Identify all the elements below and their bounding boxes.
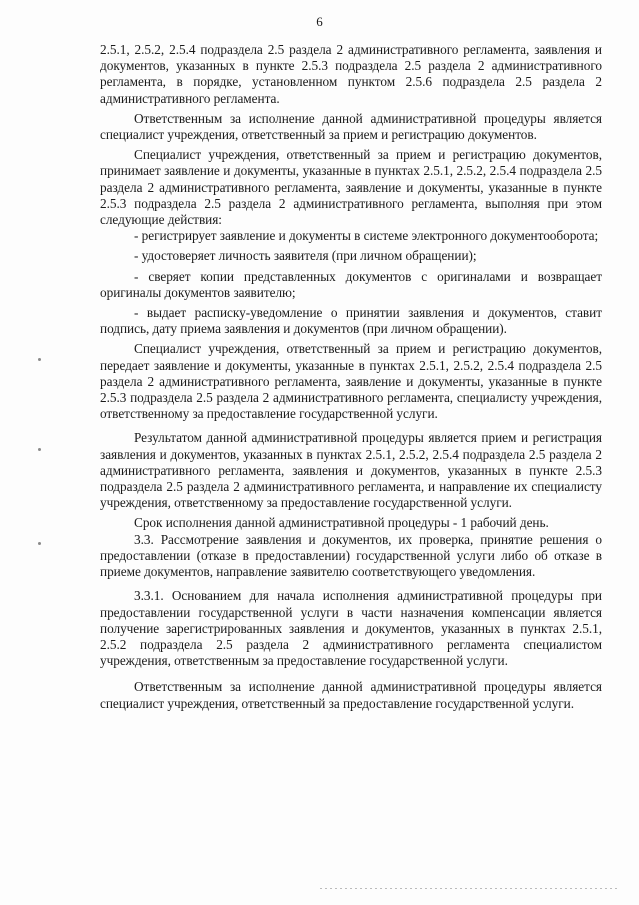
scan-edge-line xyxy=(320,888,620,889)
document-body xyxy=(100,42,602,712)
paragraph-specialist-transfers: Специалист учреждения, ответственный за прием и регистрацию документов, передает заявление и документы, указанные в пунктах 2.5.1, 2.5.2, 2.5.4 подраздела 2.5 раздела 2 административного регламента, заявление и документы, указанные в пункте 2.5.3 подраздела 2.5 раздела 2 административного регламента, специалисту учреждения, ответственному за предоставление государственной услуги. xyxy=(100,341,602,422)
list-item-identity: - удостоверяет личность заявителя (при личном обращении); xyxy=(134,248,477,264)
list-item-registers: - регистрирует заявление и документы в системе электронного документооборота; xyxy=(134,228,599,244)
list-item-receipt: - выдает расписку-уведомление о принятии заявления и документов, ставит подпись, дату приема заявления и документов (при личном обращении). xyxy=(100,305,602,337)
section-3-3-1: 3.3.1. Основанием для начала исполнения административной процедуры при предоставлении государственной услуги в части назначения компенсации является получение зарегистрированных заявления и документов, указанных в пунктах 2.5.1, 2.5.2 подраздела 2.5 раздела 2 административного регламента специалистом учреждения, ответственным за предоставление государственной услуги. xyxy=(100,588,602,669)
paragraph-continuation: 2.5.1, 2.5.2, 2.5.4 подраздела 2.5 раздела 2 административного регламента, заявления и документов, указанных в пункте 2.5.3 подраздела 2.5 раздела 2 административного регламента, в порядке, установленном пунктом 2.5.6 подраздела 2.5 раздела 2 административного регламента. xyxy=(100,42,602,106)
scan-artifact-dot xyxy=(38,448,41,451)
paragraph-specialist-accepts: Специалист учреждения, ответственный за прием и регистрацию документов, принимает заявление и документы, указанные в пунктах 2.5.1, 2.5.2, 2.5.4 подраздела 2.5 раздела 2 административного регламента, заявление и документы, указанные в пункте 2.5.3 подраздела 2.5 раздела 2 административного регламента, выполняя при этом следующие действия: xyxy=(100,147,602,228)
paragraph-result: Результатом данной административной процедуры является прием и регистрация заявления и документов, указанных в пунктах 2.5.1, 2.5.2, 2.5.4 подраздела 2.5 раздела 2 административного регламента, заявления и документов, указанных в пункте 2.5.3 подраздела 2.5 раздела 2 административного регламента, и направление их специалисту учреждения, ответственному за предоставление государственной услуги. xyxy=(100,430,602,511)
paragraph-responsible: Ответственным за исполнение данной административной процедуры является специалист учреждения, ответственный за прием и регистрацию документов. xyxy=(100,110,602,143)
section-3-3: 3.3. Рассмотрение заявления и документов, их проверка, принятие решения о предоставлении (отказе в предоставлении) государственной услуги либо об отказе в приеме документов, направление заявителю соответствующего уведомления. xyxy=(100,531,602,580)
paragraph-deadline: Срок исполнения данной административной процедуры - 1 рабочий день. xyxy=(134,515,549,531)
page-number: 6 xyxy=(316,14,323,29)
scan-artifact-dot xyxy=(38,358,41,361)
paragraph-responsible-final: Ответственным за исполнение данной административной процедуры является специалист учреждения, ответственный за предоставление государственной услуги. xyxy=(100,679,602,711)
scan-artifact-dot xyxy=(38,542,41,545)
list-item-copies: - сверяет копии представленных документов с оригиналами и возвращает оригиналы документов заявителю; xyxy=(100,268,602,300)
